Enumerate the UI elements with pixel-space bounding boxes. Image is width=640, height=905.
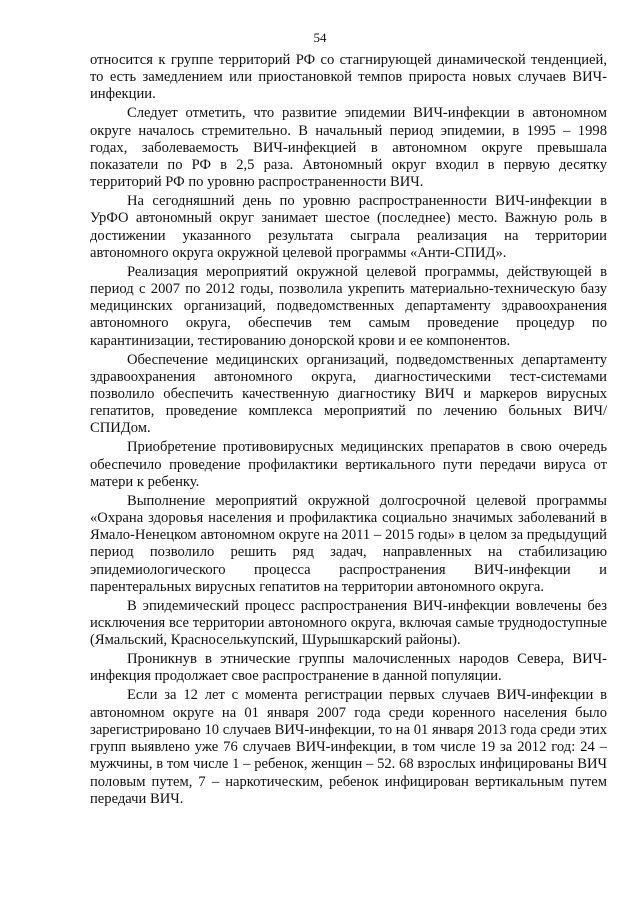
paragraph-antiviral-drugs: Приобретение противовирусных медицинских препаратов в свою очередь обеспечило проведение профилактики вертикального пути передачи вируса от матери к ребенку.	[90, 439, 607, 490]
paragraph-program-2011-2015: Выполнение мероприятий окружной долгосрочной целевой программы «Охрана здоровья населения и профилактика социально значимых заболеваний в Ямало-Ненецком автономном округе на 2011 – 2015 годы» в целом за предыдущий период позволило решить ряд задач, направленных на стабилизацию эпидемиологического процесса распространения ВИЧ-инфекции и парентеральных вирусных гепатитов на территории автономного округа.	[90, 492, 607, 595]
paragraph-urfo-ranking: На сегодняшний день по уровню распространенности ВИЧ-инфекции в УрФО автономный округ занимает шестое (последнее) место. Важную роль в достижении указанного результата сыграла реализация на территории автономного округа окружной целевой программы «Анти-СПИД».	[90, 193, 607, 261]
document-body	[90, 52, 607, 810]
paragraph-statistics: Если за 12 лет с момента регистрации первых случаев ВИЧ-инфекции в автономном округе на 01 января 2007 года среди коренного населения было зарегистрировано 10 случаев ВИЧ-инфекции, то на 01 января 2013 года среди этих групп выявлено уже 76 случаев ВИЧ-инфекции, в том числе 19 за 2012 год: 24 – мужчины, в том числе 1 – ребенок, женщин – 52. 68 взрослых инфицированы ВИЧ половым путем, 7 – наркотическим, ребенок инфицирован вертикальным путем передачи ВИЧ.	[90, 687, 607, 807]
paragraph-program-2007-2012: Реализация мероприятий окружной целевой программы, действующей в период с 2007 по 2012 годы, позволила укрепить материально-техническую базу медицинских организаций, подведомственных департаменту здравоохранения автономного округа, обеспечив тем самым проведение процедур по карантинизации, тестированию донорской крови и ее компонентов.	[90, 263, 607, 349]
paragraph-territories: В эпидемический процесс распространения ВИЧ-инфекции вовлечены без исключения все территории автономного округа, включая самые труднодоступные (Ямальский, Красноселькупский, Шурышкарский районы).	[90, 597, 607, 649]
paragraph-continuation: относится к группе территорий РФ со стагнирующей динамической тенденцией, то есть замедлением или приостановкой темпов прироста новых случаев ВИЧ-инфекции.	[90, 52, 607, 103]
paragraph-ethnic-groups: Проникнув в этнические группы малочисленных народов Севера, ВИЧ-инфекция продолжает свое распространение в данной популяции.	[90, 651, 607, 685]
paragraph-epidemic-start: Следует отметить, что развитие эпидемии ВИЧ-инфекции в автономном округе началось стремительно. В начальный период эпидемии, в 1995 – 1998 годах, заболеваемость ВИЧ-инфекцией в автономном округе превышала показатели по РФ в 2,5 раза. Автономный округ входил в первую десятку территорий РФ по уровню распространенности ВИЧ.	[90, 105, 607, 191]
paragraph-test-systems: Обеспечение медицинских организаций, подведомственных департаменту здравоохранения автономного округа, диагностическими тест-системами позволило обеспечить качественную диагностику ВИЧ и маркеров вирусных гепатитов, проведение комплекса мероприятий по лечению больных ВИЧ/СПИДом.	[90, 351, 607, 437]
page-number: 54	[313, 30, 327, 45]
